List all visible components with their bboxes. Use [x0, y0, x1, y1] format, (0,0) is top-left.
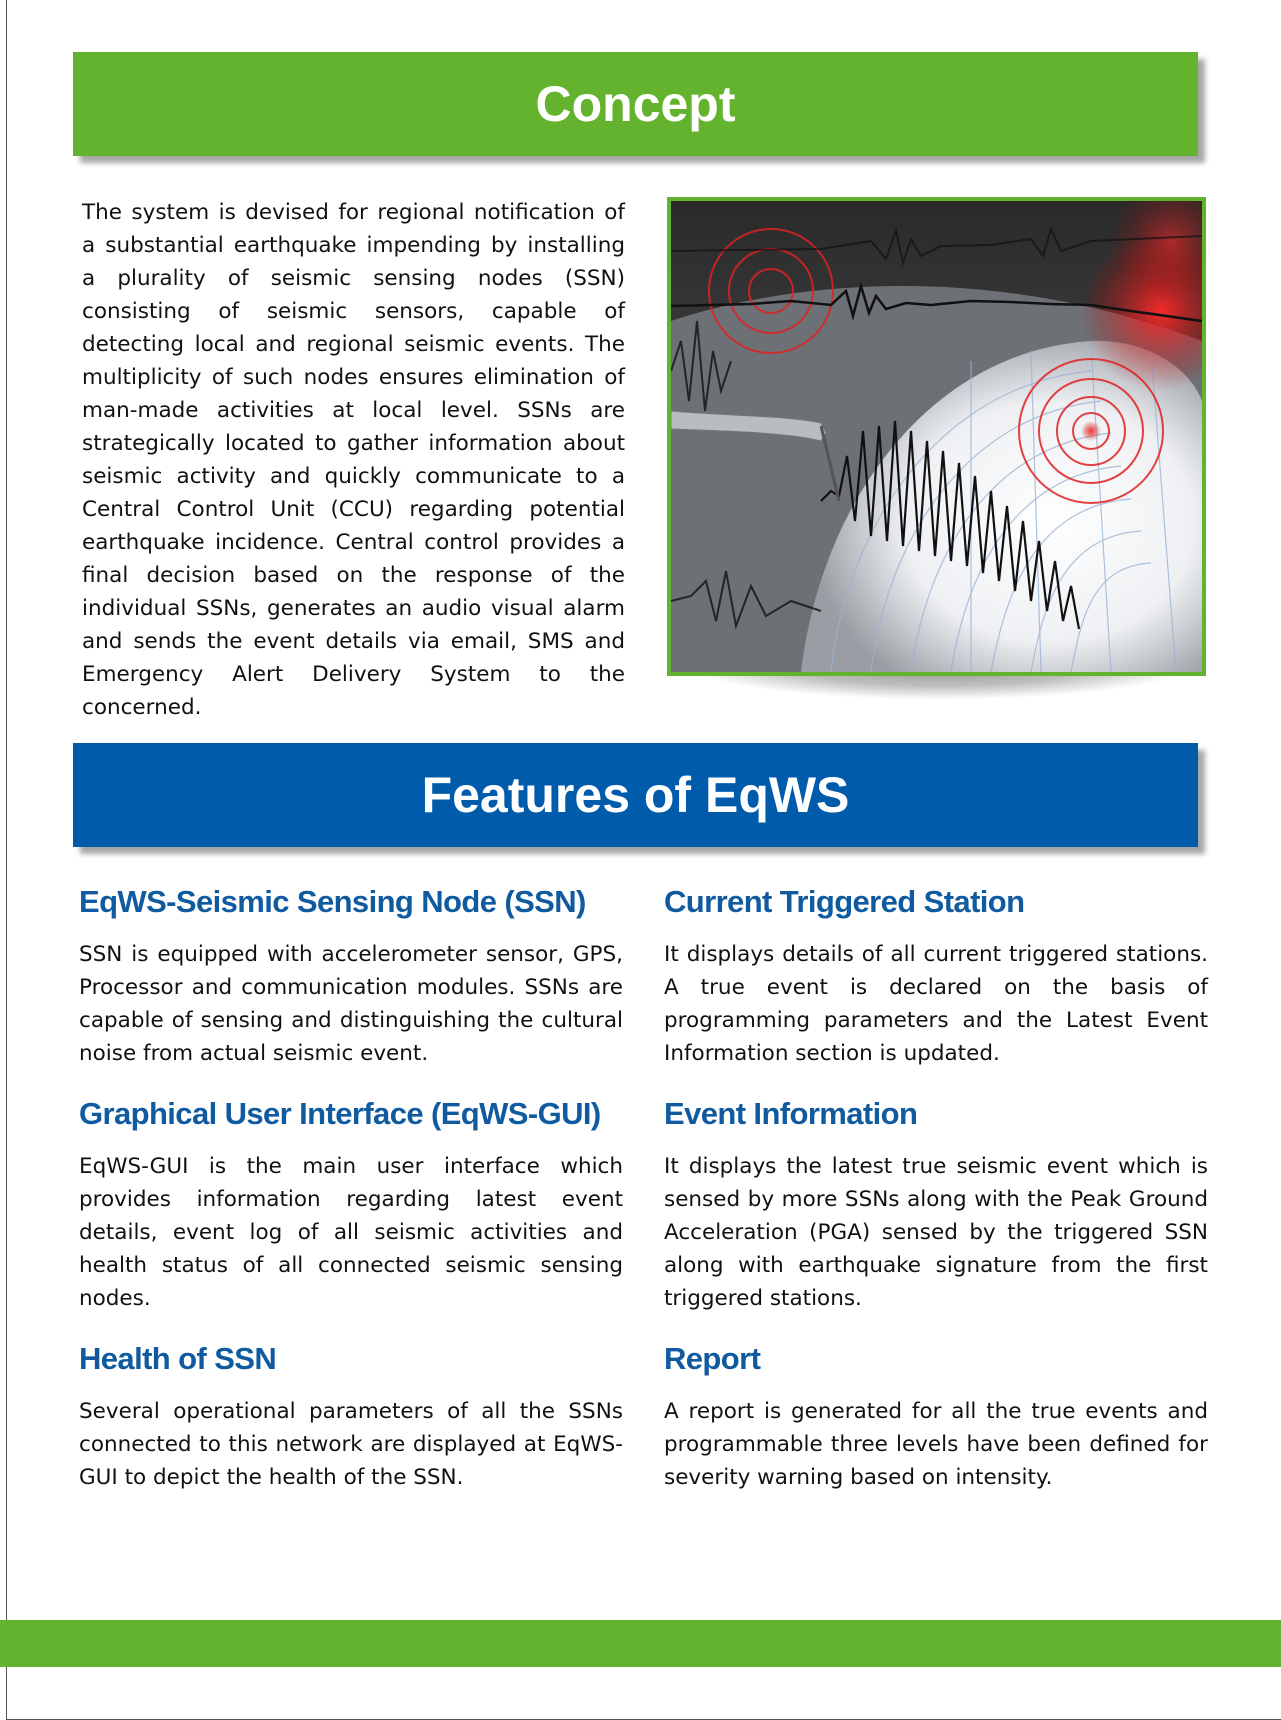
feature-body: SSN is equipped with accelerometer sensor, GPS, Processor and communication modules. SSNs are capable of sensing and distinguishing the cultural noise from actual seismic event.	[79, 942, 623, 1066]
seismograph-illustration	[671, 201, 1202, 672]
feature-body: A report is generated for all the true events and programmable three levels have been defined for severity warning based on intensity.	[664, 1399, 1208, 1490]
feature-heading: Event Information	[664, 1096, 918, 1131]
feature-body: It displays details of all current triggered stations. A true event is declared on the basis of programming parameters and the Latest Event Information section is updated.	[664, 942, 1208, 1066]
feature-health	[79, 1341, 623, 1494]
feature-body: Several operational parameters of all the SSNs connected to this network are displayed at EqWS-GUI to depict the health of the SSN.	[79, 1399, 623, 1490]
feature-gui	[79, 1096, 623, 1315]
concept-body: The system is devised for regional notification of a substantial earthquake impending by installing a plurality of seismic sensing nodes (SSN) consisting of seismic sensors, capable of detecting local and regional seismic events. The multiplicity of such nodes ensures elimination of man-made activities at local level. SSNs are strategically located to gather information about seismic activity and quickly communicate to a Central Control Unit (CCU) regarding potential earthquake incidence. Central control provides a final decision based on the response of the individual SSNs, generates an audio visual alarm and sends the event details via email, SMS and Emergency Alert Delivery System to the concerned.	[82, 200, 625, 720]
feature-heading: Graphical User Interface (EqWS-GUI)	[79, 1096, 601, 1131]
features-title: Features of EqWS	[421, 767, 850, 823]
feature-ssn	[79, 884, 623, 1070]
feature-report	[664, 1341, 1208, 1494]
feature-heading: Report	[664, 1341, 761, 1376]
feature-event-information	[664, 1096, 1208, 1315]
seismograph-photo-container	[667, 197, 1206, 676]
feature-heading: EqWS-Seismic Sensing Node (SSN)	[79, 884, 586, 919]
feature-body: EqWS-GUI is the main user interface which provides information regarding latest event details, event log of all seismic activities and health status of all connected seismic sensing nodes.	[79, 1154, 623, 1311]
concept-banner	[73, 52, 1198, 156]
features-left-column	[79, 884, 623, 1494]
feature-body: It displays the latest true seismic event which is sensed by more SSNs along with the Peak Ground Acceleration (PGA) sensed by the triggered SSN along with earthquake signature from the first triggered stations.	[664, 1154, 1208, 1311]
feature-heading: Current Triggered Station	[664, 884, 1025, 919]
features-banner	[73, 743, 1198, 847]
footer-band	[0, 1620, 1281, 1667]
seismograph-photo	[667, 197, 1206, 676]
features-right-column	[664, 884, 1208, 1494]
feature-heading: Health of SSN	[79, 1341, 277, 1376]
feature-current-triggered-station	[664, 884, 1208, 1070]
concept-title: Concept	[535, 76, 736, 132]
